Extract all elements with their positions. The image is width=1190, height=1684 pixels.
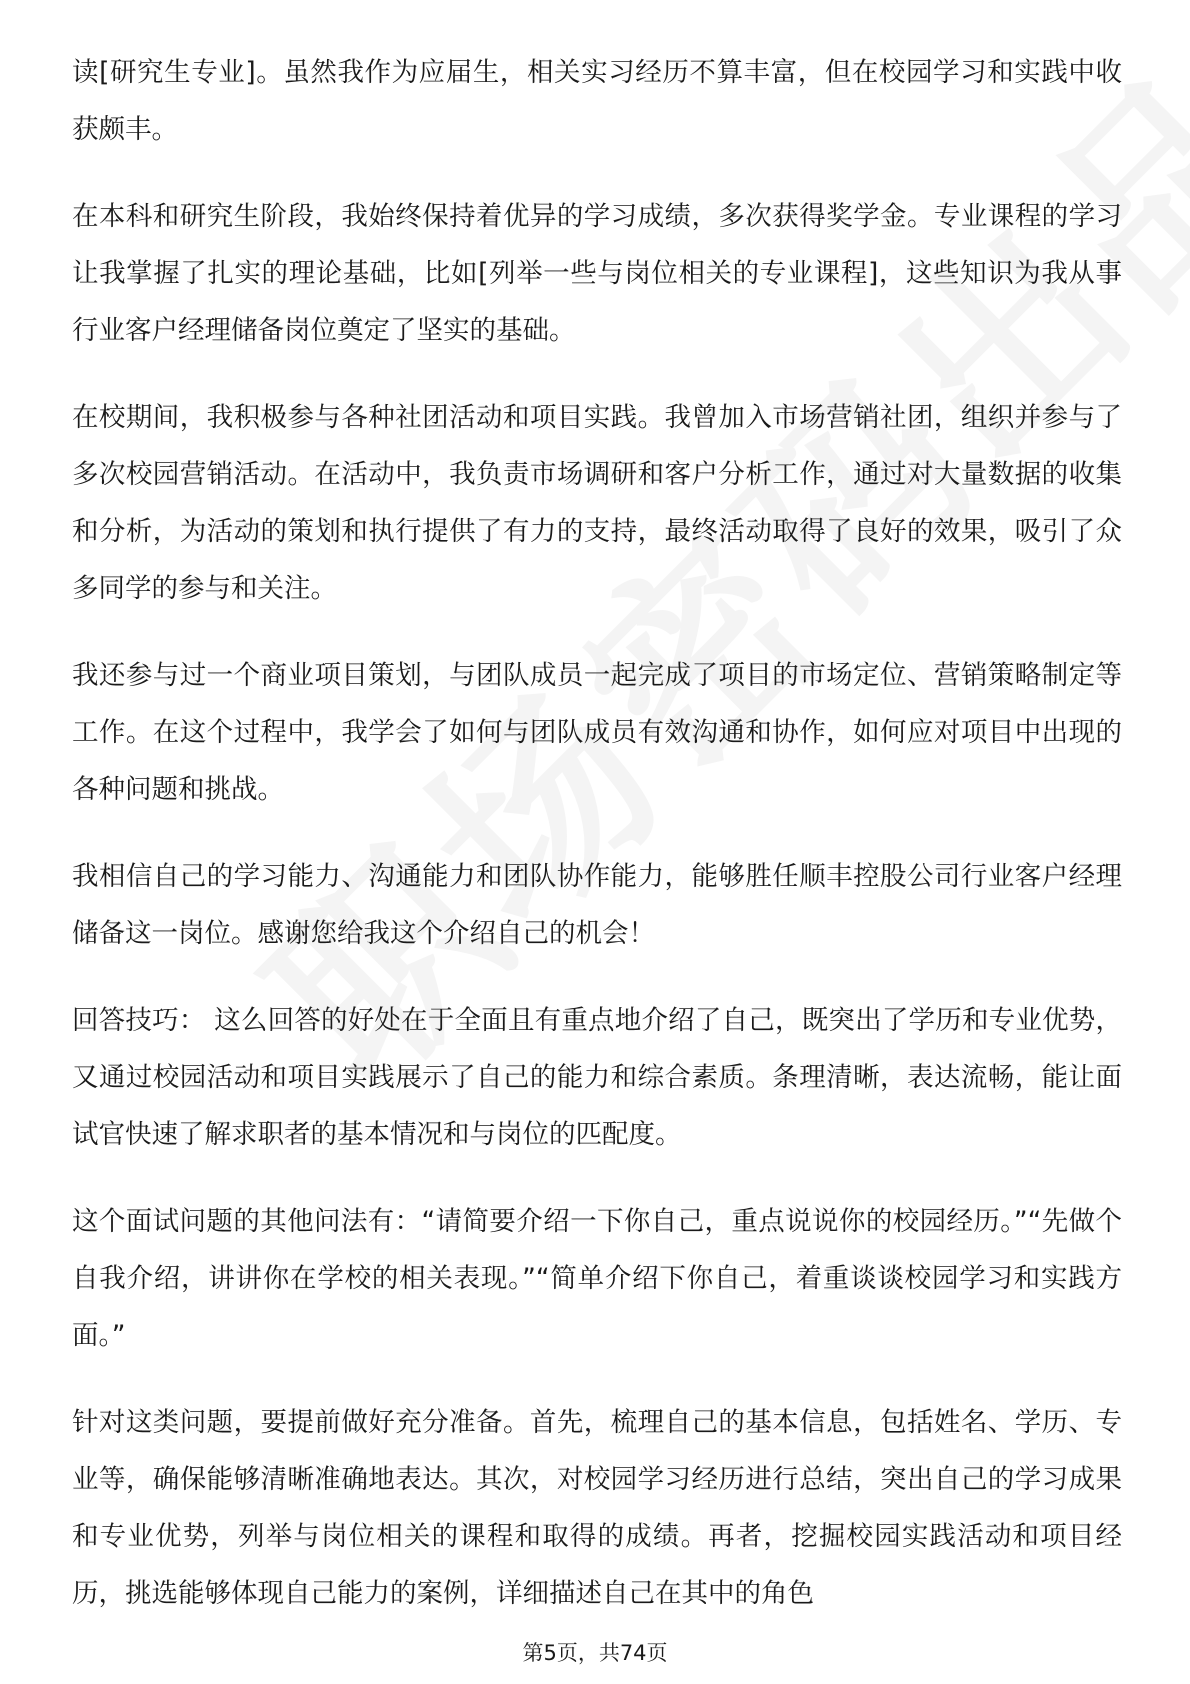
paragraph-5: 我相信自己的学习能力、沟通能力和团队协作能力，能够胜任顺丰控股公司行业客户经理储备这一岗位。感谢您给我这个介绍自己的机会！ — [72, 861, 1122, 949]
document-body — [72, 44, 1122, 1652]
paragraph-1: 读[研究生专业]。虽然我作为应届生，相关实习经历不算丰富，但在校园学习和实践中收获颇丰。 — [72, 57, 1122, 145]
paragraph-6-answer-tips: 回答技巧： 这么回答的好处在于全面且有重点地介绍了自己，既突出了学历和专业优势，又通过校园活动和项目实践展示了自己的能力和综合素质。条理清晰，表达流畅，能让面试官快速了解求职者的基本情况和与岗位的匹配度。 — [72, 1005, 1122, 1150]
paragraph-3: 在校期间，我积极参与各种社团活动和项目实践。我曾加入市场营销社团，组织并参与了多次校园营销活动。在活动中，我负责市场调研和客户分析工作，通过对大量数据的收集和分析，为活动的策划和执行提供了有力的支持，最终活动取得了良好的效果，吸引了众多同学的参与和关注。 — [72, 402, 1122, 604]
paragraph-2: 在本科和研究生阶段，我始终保持着优异的学习成绩，多次获得奖学金。专业课程的学习让我掌握了扎实的理论基础，比如[列举一些与岗位相关的专业课程]，这些知识为我从事行业客户经理储备岗位奠定了坚实的基础。 — [72, 201, 1122, 346]
paragraph-4: 我还参与过一个商业项目策划，与团队成员一起完成了项目的市场定位、营销策略制定等工作。在这个过程中，我学会了如何与团队成员有效沟通和协作，如何应对项目中出现的各种问题和挑战。 — [72, 660, 1122, 805]
paragraph-8-preparation: 针对这类问题，要提前做好充分准备。首先，梳理自己的基本信息，包括姓名、学历、专业等，确保能够清晰准确地表达。其次，对校园学习经历进行总结，突出自己的学习成果和专业优势，列举与岗位相关的课程和取得的成绩。再者，挖掘校园实践活动和项目经历，挑选能够体现自己能力的案例，详细描述自己在其中的角色 — [72, 1407, 1122, 1609]
page-number: 第5页，共74页 — [522, 1641, 668, 1665]
paragraph-7-alternative-questions: 这个面试问题的其他问法有：“请简要介绍一下你自己，重点说说你的校园经历。”“先做个自我介绍，讲讲你在学校的相关表现。”“简单介绍下你自己，着重谈谈校园学习和实践方面。” — [72, 1206, 1122, 1351]
